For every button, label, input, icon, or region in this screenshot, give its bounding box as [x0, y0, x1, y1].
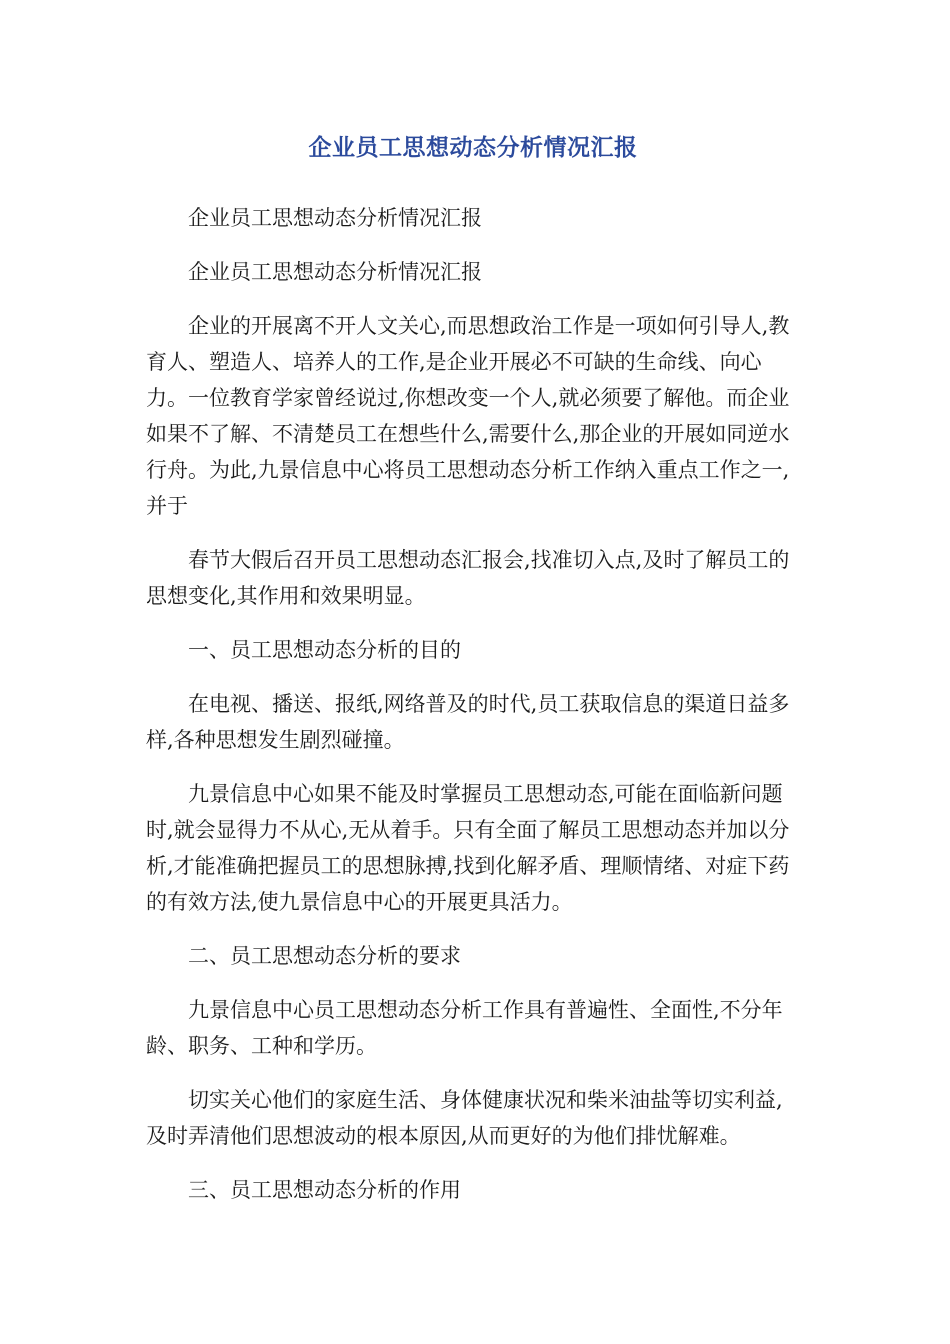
paragraph-purpose-2: 九景信息中心如果不能及时掌握员工思想动态,可能在面临新问题时,就会显得力不从心,无从着手。只有全面了解员工思想动态并加以分析,才能准确把握员工的思想脉搏,找到化解矛盾、理顺情绪、对症下药的有效方法,使九景信息中心的开展更具活力。	[146, 782, 790, 914]
paragraph-requirements-1: 九景信息中心员工思想动态分析工作具有普遍性、全面性,不分年龄、职务、工种和学历。	[146, 998, 783, 1058]
section-heading-requirements: 二、员工思想动态分析的要求	[188, 944, 461, 968]
section-heading-effect: 三、员工思想动态分析的作用	[188, 1178, 461, 1202]
paragraph-meeting: 春节大假后召开员工思想动态汇报会,找准切入点,及时了解员工的思想变化,其作用和效果明显。	[146, 548, 790, 608]
paragraph-subtitle-2: 企业员工思想动态分析情况汇报	[188, 260, 482, 284]
section-heading-purpose: 一、员工思想动态分析的目的	[188, 638, 461, 662]
paragraph-subtitle-1: 企业员工思想动态分析情况汇报	[188, 206, 482, 230]
paragraph-intro: 企业的开展离不开人文关心,而思想政治工作是一项如何引导人,教育人、塑造人、培养人的工作,是企业开展必不可缺的生命线、向心力。一位教育学家曾经说过,你想改变一个人,就必须要了解他。而企业如果不了解、不清楚员工在想些什么,需要什么,那企业的开展如同逆水行舟。为此,九景信息中心将员工思想动态分析工作纳入重点工作之一,并于	[146, 314, 790, 518]
paragraph-purpose-1: 在电视、播送、报纸,网络普及的时代,员工获取信息的渠道日益多样,各种思想发生剧烈碰撞。	[146, 692, 790, 752]
document-title: 企业员工思想动态分析情况汇报	[308, 135, 638, 161]
paragraph-requirements-2: 切实关心他们的家庭生活、身体健康状况和柴米油盐等切实利益,及时弄清他们思想波动的根本原因,从而更好的为他们排忧解难。	[146, 1088, 783, 1148]
